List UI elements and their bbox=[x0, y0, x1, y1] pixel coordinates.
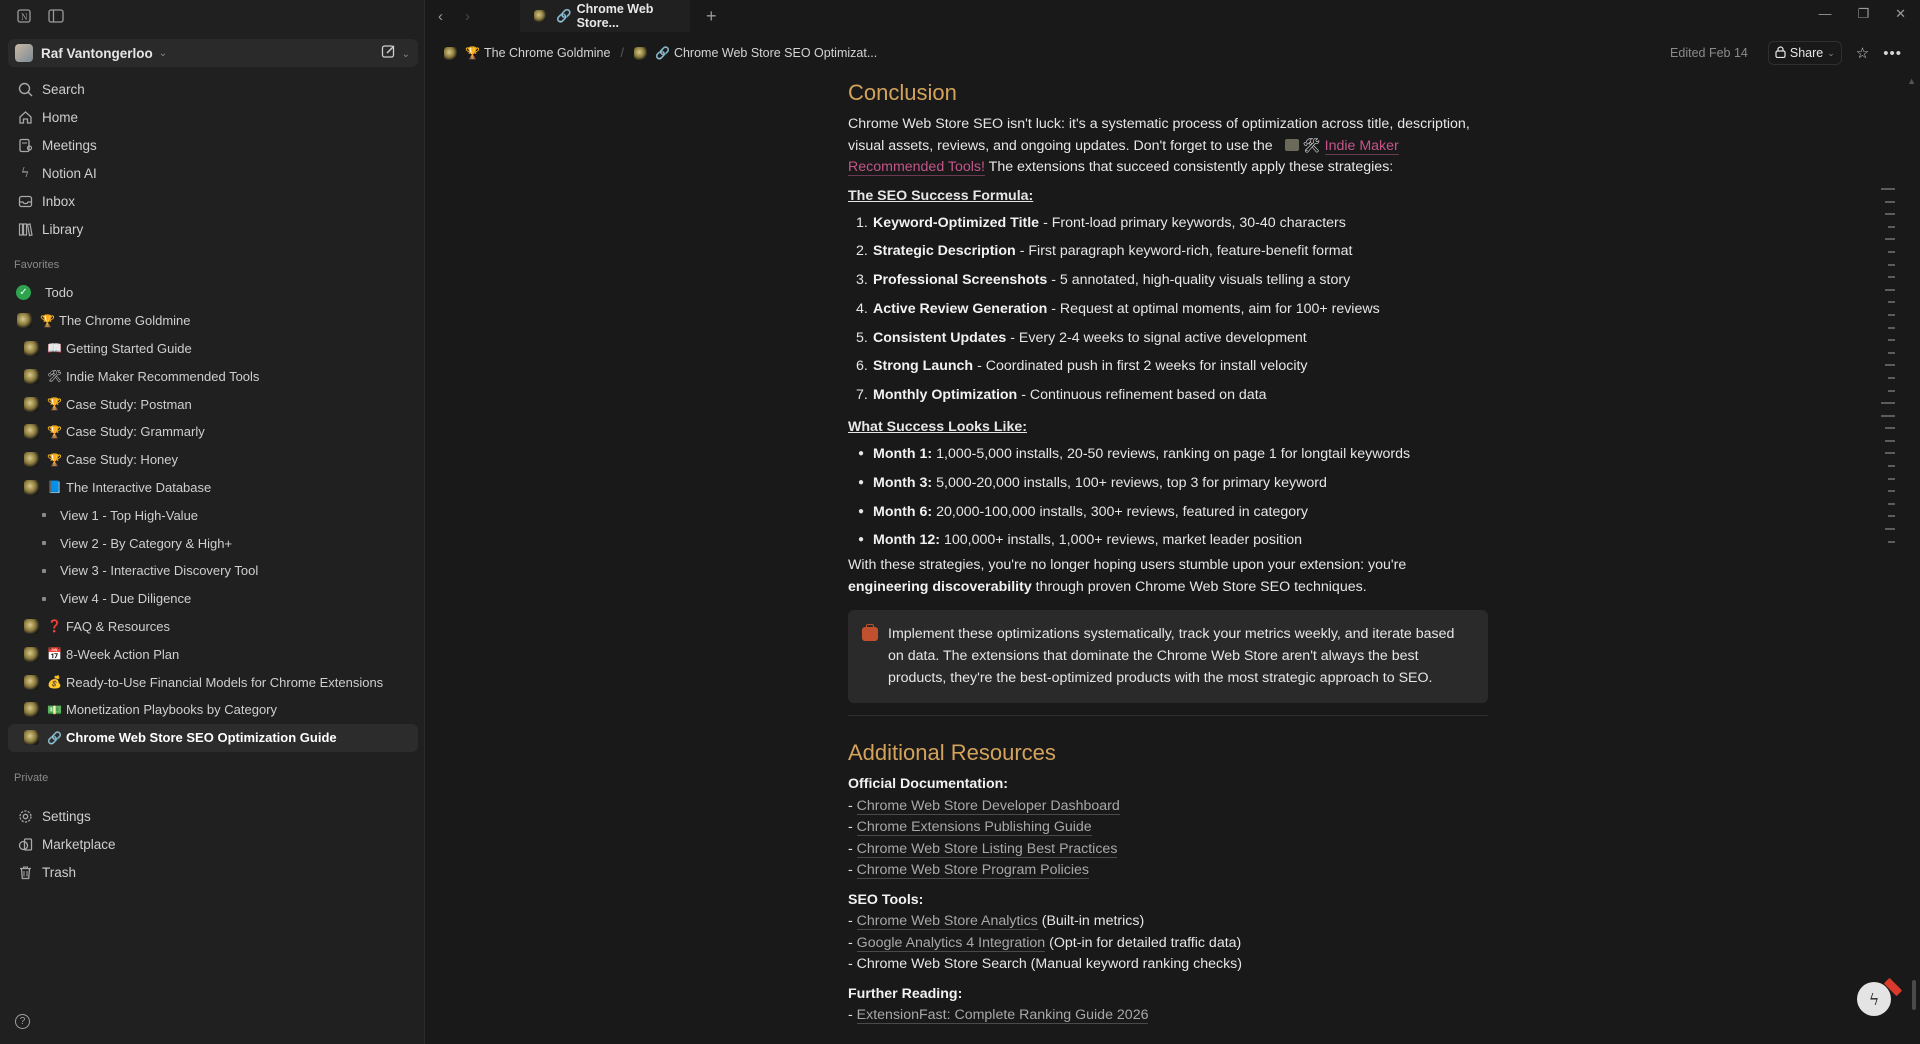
item-desc: - 5 annotated, high-quality visuals telling a story bbox=[1051, 272, 1351, 289]
page-globe-icon bbox=[444, 47, 457, 60]
sidebar-item-label: View 1 - Top High-Value bbox=[60, 507, 199, 523]
item-desc: - Continuous refinement based on data bbox=[1021, 387, 1267, 404]
calendar-icon: 📅 bbox=[47, 647, 62, 662]
further-reading-heading: Further Reading: bbox=[848, 985, 963, 1002]
item-title: Keyword-Optimized Title bbox=[873, 214, 1040, 231]
share-button[interactable] bbox=[1768, 41, 1842, 65]
sidebar-item-label: The Interactive Database bbox=[66, 479, 212, 495]
tab-active[interactable] bbox=[520, 0, 690, 32]
svg-text:N: N bbox=[21, 12, 28, 22]
indie-maker-tools-link[interactable]: Indie Maker Recommended Tools! bbox=[848, 137, 1399, 175]
page-content bbox=[848, 78, 1488, 1027]
success-heading: What Success Looks Like: bbox=[848, 419, 1027, 436]
avatar bbox=[15, 44, 33, 62]
inbox-icon bbox=[16, 192, 34, 210]
resource-line: - Chrome Web Store Analytics (Built-in metrics) bbox=[848, 913, 1145, 930]
sidebar-item-case-study-postman[interactable] bbox=[8, 390, 418, 418]
sidebar-item-label: Case Study: Honey bbox=[66, 452, 179, 468]
sidebar-item-label: 8-Week Action Plan bbox=[66, 646, 180, 662]
new-page-options-icon[interactable]: ⌄ bbox=[401, 48, 410, 60]
book-icon: 📖 bbox=[47, 341, 62, 356]
sidebar-item-label: View 4 - Due Diligence bbox=[60, 591, 192, 607]
item-desc: 100,000+ installs, 1,000+ reviews, market leader position bbox=[944, 532, 1303, 549]
success-list bbox=[848, 440, 1488, 555]
bullet-icon bbox=[42, 597, 46, 601]
list-item bbox=[848, 324, 1488, 353]
callout-text: Implement these optimizations systematically, track your metrics weekly, and iterate based on data. The extensions that dominate the Chrome Web Store aren't always the best products, they're the best-optimized products with the most strategic approach to SEO. bbox=[888, 626, 1455, 686]
sidebar-item-label: Home bbox=[42, 109, 79, 125]
chevron-down-icon: ⌄ bbox=[158, 47, 168, 59]
resource-line: - ExtensionFast: Complete Ranking Guide 2026 bbox=[848, 1007, 1149, 1024]
resource-line: - Chrome Web Store Search (Manual keyword ranking checks) bbox=[848, 956, 1242, 973]
table-of-contents-rail[interactable] bbox=[1875, 188, 1895, 553]
breadcrumb-item-seo-guide[interactable] bbox=[634, 46, 877, 60]
sidebar-item-label: Inbox bbox=[42, 193, 76, 209]
breadcrumb-separator: / bbox=[620, 46, 624, 60]
intro-text-2: The extensions that succeed consistently apply these strategies: bbox=[988, 159, 1394, 175]
page-globe-icon bbox=[24, 341, 39, 356]
breadcrumb-item-goldmine[interactable] bbox=[444, 46, 610, 60]
sidebar-item-notion-ai[interactable] bbox=[8, 159, 418, 187]
new-tab-button[interactable]: + bbox=[706, 5, 717, 26]
dollar-bill-icon: 💵 bbox=[47, 702, 62, 717]
sidebar-item-trash[interactable] bbox=[8, 858, 418, 886]
sidebar-item-label: Todo bbox=[45, 285, 74, 301]
list-item bbox=[848, 440, 1488, 469]
item-desc: 1,000-5,000 installs, 20-50 reviews, ranking on page 1 for longtail keywords bbox=[936, 446, 1411, 463]
check-circle-icon: ✓ bbox=[16, 285, 31, 300]
page-globe-icon bbox=[24, 619, 39, 634]
sidebar-item-label: Case Study: Grammarly bbox=[66, 424, 205, 440]
callout-block bbox=[848, 610, 1488, 703]
sidebar-item-inbox[interactable] bbox=[8, 187, 418, 215]
sidebar-item-settings[interactable] bbox=[8, 802, 418, 830]
sidebar-item-view-1[interactable] bbox=[8, 501, 418, 529]
sidebar-item-marketplace[interactable] bbox=[8, 830, 418, 858]
trophy-icon: 🏆 bbox=[47, 452, 62, 467]
bullet-icon: ● bbox=[858, 448, 865, 460]
list-number: 7. bbox=[856, 387, 868, 404]
workspace-name: Raf Vantongerloo bbox=[41, 45, 153, 61]
sidebar-item-label: Notion AI bbox=[42, 165, 97, 181]
sidebar-item-label: View 2 - By Category & High+ bbox=[60, 535, 233, 551]
page-globe-icon bbox=[24, 730, 39, 745]
page-globe-icon bbox=[24, 452, 39, 467]
resource-note: Chrome Web Store Search (Manual keyword ranking checks) bbox=[856, 956, 1242, 973]
sidebar-item-label: Library bbox=[42, 221, 84, 237]
sidebar-item-label: Marketplace bbox=[42, 836, 116, 852]
item-title: Strong Launch bbox=[873, 358, 974, 375]
item-title: Active Review Generation bbox=[873, 300, 1048, 317]
official-docs-heading: Official Documentation: bbox=[848, 776, 1009, 793]
window-controls bbox=[1818, 6, 1906, 22]
sidebar-item-getting-started[interactable] bbox=[8, 335, 418, 363]
notion-ai-icon: ϟ bbox=[20, 165, 30, 181]
bullet-icon bbox=[42, 569, 46, 573]
closing-text: With these strategies, you're no longer hoping users stumble upon your extension: you're bbox=[848, 557, 1407, 574]
item-title: Month 6: bbox=[873, 503, 933, 520]
sidebar-item-library[interactable] bbox=[8, 215, 418, 243]
sidebar-nav bbox=[8, 75, 418, 243]
home-icon bbox=[16, 108, 34, 126]
sidebar-bottom-nav bbox=[8, 802, 418, 886]
closing-bold: engineering discoverability bbox=[848, 578, 1032, 595]
tab-label: Chrome Web Store... bbox=[576, 2, 654, 30]
tab-bar bbox=[426, 0, 1920, 32]
sidebar-item-view-3[interactable] bbox=[8, 557, 418, 585]
list-item bbox=[848, 266, 1488, 295]
sidebar-item-view-4[interactable] bbox=[8, 585, 418, 613]
sidebar-item-label: Case Study: Postman bbox=[66, 396, 192, 412]
item-desc: - First paragraph keyword-rich, feature-benefit format bbox=[1019, 243, 1353, 260]
bullet-icon bbox=[42, 541, 46, 545]
page-actions bbox=[1670, 41, 1902, 65]
resource-note: (Built-in metrics) bbox=[1041, 913, 1145, 930]
sidebar-item-search[interactable] bbox=[8, 75, 418, 103]
history-nav bbox=[426, 8, 486, 25]
divider bbox=[848, 715, 1488, 716]
restore-button[interactable]: ❐ bbox=[1857, 6, 1870, 21]
page-globe-icon bbox=[24, 675, 39, 690]
bullet-icon bbox=[42, 513, 46, 517]
item-title: Month 3: bbox=[873, 474, 933, 491]
resource-link[interactable]: Chrome Web Store Listing Best Practices bbox=[856, 840, 1118, 857]
sidebar-item-label: Indie Maker Recommended Tools bbox=[66, 368, 260, 384]
private-section-label: Private bbox=[14, 772, 49, 784]
list-number: 6. bbox=[856, 358, 868, 375]
sidebar-item-label: Getting Started Guide bbox=[66, 340, 192, 356]
sidebar-item-interactive-database[interactable] bbox=[8, 474, 418, 502]
more-options-icon[interactable]: ••• bbox=[1883, 44, 1902, 62]
item-title: Consistent Updates bbox=[873, 329, 1007, 346]
resource-link[interactable]: Chrome Web Store Developer Dashboard bbox=[856, 797, 1120, 814]
resource-line: - Chrome Extensions Publishing Guide bbox=[848, 819, 1092, 836]
resource-link[interactable]: Chrome Web Store Analytics bbox=[856, 913, 1038, 930]
tools-icon: 🛠 bbox=[1302, 137, 1321, 154]
resource-line: - Chrome Web Store Listing Best Practices bbox=[848, 840, 1118, 857]
blue-book-icon: 📘 bbox=[47, 480, 62, 495]
money-bag-icon: 💰 bbox=[47, 675, 62, 690]
link-icon: 🔗 bbox=[47, 730, 62, 745]
list-number: 4. bbox=[856, 300, 868, 317]
sidebar-item-home[interactable] bbox=[8, 103, 418, 131]
sidebar-item-label: FAQ & Resources bbox=[66, 618, 171, 634]
page-globe-icon bbox=[17, 313, 32, 328]
page-globe-icon bbox=[24, 702, 39, 717]
sidebar-item-case-study-grammarly[interactable] bbox=[8, 418, 418, 446]
list-item bbox=[848, 469, 1488, 498]
list-number: 3. bbox=[856, 272, 868, 289]
search-icon bbox=[16, 80, 34, 98]
gear-icon bbox=[16, 807, 34, 825]
link-icon: 🔗 bbox=[654, 46, 670, 60]
close-button[interactable]: ✕ bbox=[1895, 6, 1906, 21]
forward-button[interactable]: › bbox=[465, 7, 470, 25]
item-desc: 20,000-100,000 installs, 300+ reviews, featured in category bbox=[936, 503, 1308, 520]
sidebar-item-todo[interactable] bbox=[8, 279, 418, 307]
sidebar-item-label: Ready-to-Use Financial Models for Chrome Extensions bbox=[66, 674, 384, 690]
page-globe-icon bbox=[24, 369, 39, 384]
intro-paragraph bbox=[848, 114, 1488, 179]
help-icon[interactable]: ? bbox=[15, 1014, 30, 1029]
briefcase-icon bbox=[862, 627, 878, 641]
edited-timestamp: Edited Feb 14 bbox=[1670, 46, 1748, 60]
seo-tools-heading: SEO Tools: bbox=[848, 891, 924, 908]
pencil-icon bbox=[1884, 978, 1902, 996]
item-title: Month 1: bbox=[873, 446, 933, 463]
item-desc: - Every 2-4 weeks to signal active development bbox=[1010, 329, 1307, 346]
breadcrumb-label: Chrome Web Store SEO Optimizat... bbox=[673, 46, 878, 60]
chevron-down-icon: ⌄ bbox=[1827, 47, 1835, 58]
sidebar-item-indie-maker-tools[interactable] bbox=[8, 362, 418, 390]
scrollbar-thumb[interactable] bbox=[1912, 980, 1916, 1010]
sidebar-item-monetization-playbooks[interactable] bbox=[8, 696, 418, 724]
resource-link[interactable]: ExtensionFast: Complete Ranking Guide 2026 bbox=[856, 1007, 1149, 1024]
sidebar-item-action-plan[interactable] bbox=[8, 640, 418, 668]
new-page-icon[interactable] bbox=[381, 44, 396, 64]
notion-ai-assistant-button[interactable] bbox=[1857, 982, 1891, 1016]
sidebar-item-chrome-goldmine[interactable] bbox=[8, 307, 418, 335]
resource-line: - Google Analytics 4 Integration (Opt-in for detailed traffic data) bbox=[848, 934, 1242, 951]
item-desc: - Front-load primary keywords, 30-40 characters bbox=[1043, 214, 1346, 231]
back-button[interactable]: ‹ bbox=[438, 7, 443, 25]
resource-line: - Chrome Web Store Program Policies bbox=[848, 862, 1090, 879]
intro-text: Chrome Web Store SEO isn't luck: it's a systematic process of optimization across title, description, visual assets, reviews, and ongoing updates. Don't forget to use the bbox=[848, 116, 1470, 154]
sidebar-item-faq[interactable] bbox=[8, 613, 418, 641]
trophy-icon: 🏆 bbox=[47, 397, 62, 412]
sidebar-item-label: View 3 - Interactive Discovery Tool bbox=[60, 563, 259, 579]
meetings-icon bbox=[16, 136, 34, 154]
list-number: 2. bbox=[856, 243, 868, 260]
bullet-icon: ● bbox=[858, 534, 865, 546]
sidebar-item-label: Meetings bbox=[42, 137, 97, 153]
sidebar-item-case-study-honey[interactable] bbox=[8, 446, 418, 474]
page-globe-icon bbox=[534, 10, 546, 22]
notion-logo-icon[interactable] bbox=[16, 8, 32, 24]
notion-ai-face-icon: ϟ bbox=[1868, 989, 1880, 1009]
item-desc: - Request at optimal moments, aim for 100+ reviews bbox=[1051, 300, 1380, 317]
resources-heading: Additional Resources bbox=[848, 740, 1056, 766]
workspace-switcher[interactable] bbox=[8, 39, 418, 67]
bullet-icon: ● bbox=[858, 505, 865, 517]
page-globe-icon bbox=[24, 397, 39, 412]
bullet-icon: ● bbox=[858, 476, 865, 488]
sidebar-item-label: Search bbox=[42, 81, 85, 97]
link-icon: 🔗 bbox=[556, 8, 572, 23]
favorites-tree bbox=[8, 279, 418, 752]
marketplace-icon bbox=[16, 835, 34, 853]
lock-icon bbox=[1775, 46, 1786, 61]
page-globe-icon bbox=[24, 480, 39, 495]
resource-link[interactable]: Chrome Web Store Program Policies bbox=[856, 862, 1090, 879]
share-label: Share bbox=[1789, 46, 1824, 60]
trash-icon bbox=[16, 863, 34, 881]
resource-note: (Opt-in for detailed traffic data) bbox=[1049, 934, 1242, 951]
sidebar-item-label: Trash bbox=[42, 864, 77, 880]
conclusion-heading: Conclusion bbox=[848, 80, 957, 105]
item-title: Monthly Optimization bbox=[873, 387, 1018, 404]
item-desc: - Coordinated push in first 2 weeks for install velocity bbox=[977, 358, 1308, 375]
page-globe-icon bbox=[634, 47, 647, 60]
sidebar-top bbox=[0, 0, 424, 32]
list-item bbox=[848, 209, 1488, 238]
list-item bbox=[848, 295, 1488, 324]
minimize-button[interactable]: — bbox=[1818, 6, 1832, 21]
sidebar-item-meetings[interactable] bbox=[8, 131, 418, 159]
scroll-up-arrow-icon[interactable]: ▲ bbox=[1907, 76, 1916, 86]
list-item bbox=[848, 381, 1488, 410]
sidebar-item-financial-models[interactable] bbox=[8, 668, 418, 696]
favorites-section-label: Favorites bbox=[14, 259, 60, 271]
sidebar-item-label: Monetization Playbooks by Category bbox=[66, 702, 278, 718]
item-title: Strategic Description bbox=[873, 243, 1016, 260]
sidebar-item-label: The Chrome Goldmine bbox=[59, 313, 191, 329]
list-number: 1. bbox=[856, 214, 868, 231]
trophy-icon: 🏆 bbox=[465, 46, 480, 60]
breadcrumb-label: The Chrome Goldmine bbox=[484, 46, 611, 60]
list-item bbox=[848, 526, 1488, 555]
resource-link[interactable]: Chrome Extensions Publishing Guide bbox=[856, 819, 1092, 836]
list-item bbox=[848, 498, 1488, 527]
formula-heading: The SEO Success Formula: bbox=[848, 187, 1034, 204]
page-globe-icon bbox=[24, 424, 39, 439]
list-number: 5. bbox=[856, 329, 868, 346]
question-mark-icon: ❓ bbox=[47, 619, 62, 634]
list-item bbox=[848, 352, 1488, 381]
resource-line: - Chrome Web Store Developer Dashboard bbox=[848, 797, 1120, 814]
page-globe-icon bbox=[24, 647, 39, 662]
item-title: Professional Screenshots bbox=[873, 272, 1048, 289]
favorite-star-icon[interactable]: ☆ bbox=[1855, 45, 1870, 62]
sidebar-item-label: Chrome Web Store SEO Optimization Guide bbox=[66, 730, 337, 746]
library-icon bbox=[16, 220, 34, 238]
sidebar-item-view-2[interactable] bbox=[8, 529, 418, 557]
item-title: Month 12: bbox=[873, 532, 940, 549]
sidebar-item-label: Settings bbox=[42, 808, 91, 824]
trophy-icon: 🏆 bbox=[47, 424, 62, 439]
page-mention-icon bbox=[1285, 139, 1299, 151]
formula-list bbox=[848, 209, 1488, 411]
tools-icon: 🛠 bbox=[47, 369, 63, 384]
sidebar-item-seo-guide[interactable] bbox=[8, 724, 418, 752]
closing-paragraph bbox=[848, 555, 1488, 598]
sidebar bbox=[0, 0, 425, 1044]
sidebar-toggle-icon[interactable] bbox=[48, 8, 64, 24]
closing-text-2: through proven Chrome Web Store SEO techniques. bbox=[1035, 578, 1367, 595]
resource-link[interactable]: Google Analytics 4 Integration bbox=[856, 934, 1046, 951]
item-desc: 5,000-20,000 installs, 100+ reviews, top 3 for primary keyword bbox=[936, 474, 1327, 491]
list-item bbox=[848, 237, 1488, 266]
trophy-icon: 🏆 bbox=[40, 313, 55, 328]
